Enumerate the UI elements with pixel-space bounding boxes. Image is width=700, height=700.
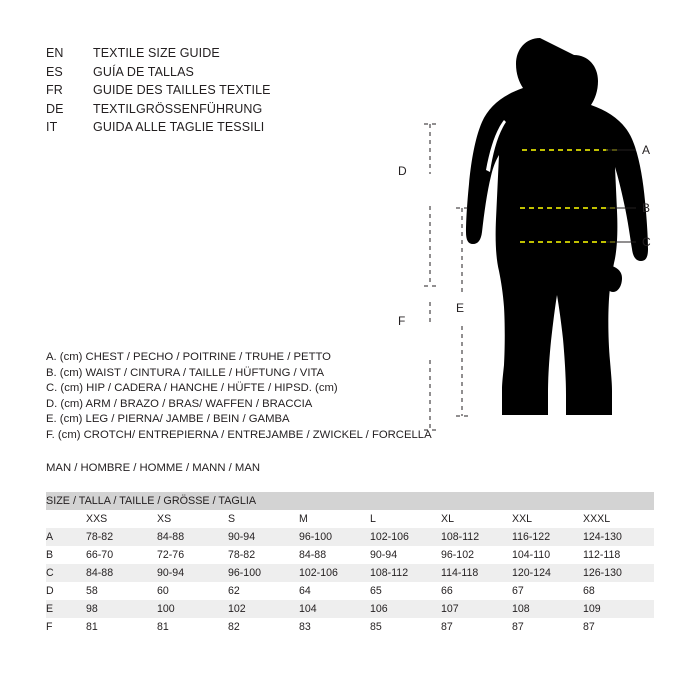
row-label-a: A	[46, 528, 86, 546]
col-header-xxxl: XXXL	[583, 510, 654, 528]
cell-a-l: 102-106	[370, 528, 441, 546]
col-header-xl: XL	[441, 510, 512, 528]
label-a: A	[642, 143, 651, 157]
cell-b-xxxl: 112-118	[583, 546, 654, 564]
row-label-f: F	[46, 618, 86, 636]
title-row	[46, 100, 376, 119]
cell-e-s: 102	[228, 600, 299, 618]
cell-e-m: 104	[299, 600, 370, 618]
col-header-s: S	[228, 510, 299, 528]
cell-b-xxl: 104-110	[512, 546, 583, 564]
title-lang: EN	[46, 46, 64, 60]
row-label-e: E	[46, 600, 86, 618]
cell-d-xl: 66	[441, 582, 512, 600]
cell-d-m: 64	[299, 582, 370, 600]
row-label-c: C	[46, 564, 86, 582]
cell-c-l: 108-112	[370, 564, 441, 582]
cell-b-s: 78-82	[228, 546, 299, 564]
title-text: GUIDA ALLE TAGLIE TESSILI	[93, 120, 265, 134]
cell-f-s: 82	[228, 618, 299, 636]
table-title-row	[46, 492, 654, 510]
table-row	[46, 600, 654, 618]
legend-item-d: D. (cm) ARM / BRAZO / BRAS/ WAFFEN / BRACCIA	[46, 397, 313, 410]
size-table-wrap	[46, 492, 654, 636]
cell-a-xl: 108-112	[441, 528, 512, 546]
title-row	[46, 44, 376, 63]
cell-e-xxl: 108	[512, 600, 583, 618]
table-row	[46, 546, 654, 564]
cell-e-xxs: 98	[86, 600, 157, 618]
legend-item-b: B. (cm) WAIST / CINTURA / TAILLE / HÜFTUNG / VITA	[46, 366, 325, 379]
cell-a-xxs: 78-82	[86, 528, 157, 546]
col-header-xs: XS	[157, 510, 228, 528]
cell-c-m: 102-106	[299, 564, 370, 582]
cell-d-xxl: 67	[512, 582, 583, 600]
cell-f-xxs: 81	[86, 618, 157, 636]
title-lang: IT	[46, 120, 58, 134]
cell-c-s: 96-100	[228, 564, 299, 582]
table-row	[46, 528, 654, 546]
table-row	[46, 582, 654, 600]
size-table	[46, 492, 654, 636]
label-c: C	[642, 235, 651, 249]
legend-item-f: F. (cm) CROTCH/ ENTREPIERNA / ENTREJAMBE / ZWICKEL / FORCELLA	[46, 428, 432, 441]
cell-e-l: 106	[370, 600, 441, 618]
cell-f-xxl: 87	[512, 618, 583, 636]
title-row	[46, 81, 376, 100]
cell-b-l: 90-94	[370, 546, 441, 564]
cell-c-xs: 90-94	[157, 564, 228, 582]
title-row	[46, 63, 376, 82]
cell-c-xxl: 120-124	[512, 564, 583, 582]
cell-a-s: 90-94	[228, 528, 299, 546]
row-label-d: D	[46, 582, 86, 600]
legend-item-a: A. (cm) CHEST / PECHO / POITRINE / TRUHE / PETTO	[46, 351, 331, 363]
cell-f-xs: 81	[157, 618, 228, 636]
title-block	[46, 44, 376, 137]
cell-a-xxxl: 124-130	[583, 528, 654, 546]
cell-b-xxs: 66-70	[86, 546, 157, 564]
body-figure	[390, 30, 680, 470]
cell-d-xxs: 58	[86, 582, 157, 600]
cell-f-xl: 87	[441, 618, 512, 636]
col-header-blank	[46, 510, 86, 528]
cell-f-m: 83	[299, 618, 370, 636]
legend-item-e: E. (cm) LEG / PIERNA/ JAMBE / BEIN / GAMBA	[46, 413, 290, 426]
row-label-b: B	[46, 546, 86, 564]
title-text: GUÍA DE TALLAS	[93, 64, 194, 79]
title-lang: FR	[46, 83, 63, 97]
table-column-header-row	[46, 510, 654, 528]
table-row	[46, 564, 654, 582]
title-text: TEXTILGRÖSSENFÜHRUNG	[93, 101, 263, 116]
title-text: GUIDE DES TAILLES TEXTILE	[93, 83, 271, 97]
label-d: D	[398, 164, 407, 178]
cell-a-xxl: 116-122	[512, 528, 583, 546]
legend-item-c: C. (cm) HIP / CADERA / HANCHE / HÜFTE / HIPSD. (cm)	[46, 382, 338, 395]
cell-c-xl: 114-118	[441, 564, 512, 582]
cell-e-xs: 100	[157, 600, 228, 618]
title-row	[46, 118, 376, 137]
title-lang: DE	[46, 101, 64, 116]
cell-e-xl: 107	[441, 600, 512, 618]
col-header-xxl: XXL	[512, 510, 583, 528]
col-header-l: L	[370, 510, 441, 528]
cell-d-l: 65	[370, 582, 441, 600]
cell-b-xs: 72-76	[157, 546, 228, 564]
label-f: F	[398, 314, 406, 328]
cell-f-xxxl: 87	[583, 618, 654, 636]
title-lang: ES	[46, 64, 63, 79]
vertical-guides	[424, 124, 468, 430]
cell-f-l: 85	[370, 618, 441, 636]
col-header-m: M	[299, 510, 370, 528]
label-e: E	[456, 301, 465, 315]
cell-b-m: 84-88	[299, 546, 370, 564]
cell-c-xxxl: 126-130	[583, 564, 654, 582]
col-header-xxs: XXS	[86, 510, 157, 528]
cell-d-s: 62	[228, 582, 299, 600]
cell-e-xxxl: 109	[583, 600, 654, 618]
table-row	[46, 618, 654, 636]
table-title: SIZE / TALLA / TAILLE / GRÖSSE / TAGLIA	[46, 492, 654, 510]
label-b: B	[642, 201, 651, 215]
cell-c-xxs: 84-88	[86, 564, 157, 582]
cell-a-xs: 84-88	[157, 528, 228, 546]
cell-a-m: 96-100	[299, 528, 370, 546]
cell-b-xl: 96-102	[441, 546, 512, 564]
cell-d-xxxl: 68	[583, 582, 654, 600]
gender-label: MAN / HOMBRE / HOMME / MANN / MAN	[46, 462, 261, 474]
title-text: TEXTILE SIZE GUIDE	[93, 46, 220, 60]
male-silhouette-icon	[466, 38, 651, 415]
cell-d-xs: 60	[157, 582, 228, 600]
